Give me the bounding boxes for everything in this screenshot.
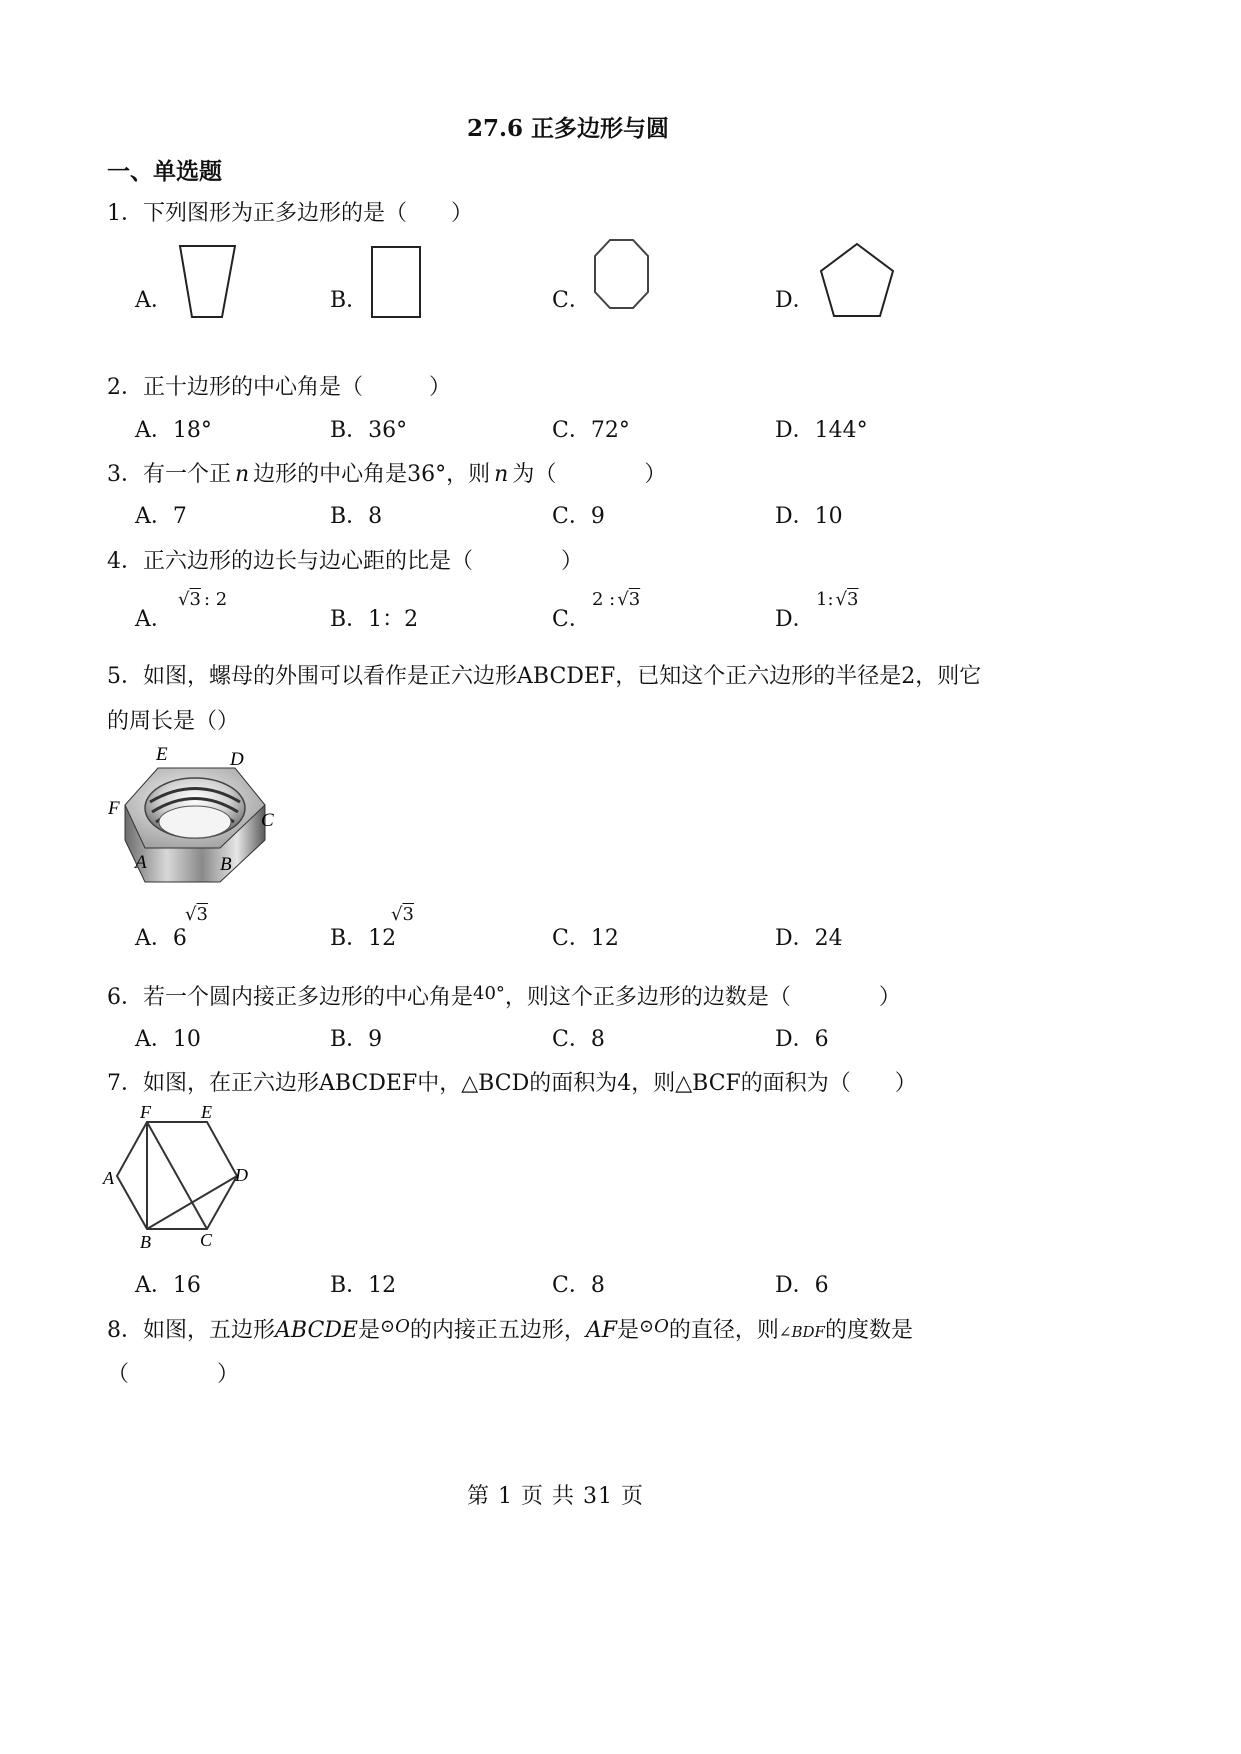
label-e: E <box>201 1102 212 1122</box>
pentagon-shape <box>818 240 898 322</box>
q6-stem-part1: 6．若一个圆内接正多边形的中心角是 <box>107 985 473 1010</box>
q6-option-a: A．10 <box>135 1027 201 1052</box>
sqrt-icon: √ <box>835 589 848 610</box>
q8-part6: 的度数是 <box>824 1318 913 1343</box>
label-e: E <box>156 744 168 765</box>
q3-stem <box>107 457 666 488</box>
hex-nut-figure <box>100 740 290 890</box>
sqrt-icon: √ <box>178 589 190 610</box>
q4-option-a-expr <box>178 589 227 610</box>
q3-option-a: A．7 <box>135 504 187 529</box>
label-b: B <box>140 1232 151 1252</box>
q7-option-b: B．12 <box>330 1273 397 1298</box>
q7-option-a: A．16 <box>135 1273 201 1298</box>
q7-option-d: D．6 <box>775 1273 829 1298</box>
label-a: A <box>135 852 147 873</box>
q1-stem: 1．下列图形为正多边形的是（ ） <box>107 201 473 226</box>
q8-answer-blank: （ ） <box>107 1362 240 1387</box>
q8-stem <box>107 1313 913 1344</box>
q1-option-c: C． <box>552 288 591 313</box>
q7-option-c: C．8 <box>552 1273 605 1298</box>
label-b: B <box>220 854 232 875</box>
q5-stem-line1: 5．如图，螺母的外围可以看作是正六边形ABCDEF，已知这个正六边形的半径是2，则它 <box>107 664 982 689</box>
q8-part3: 的内接正五边形， <box>409 1318 586 1343</box>
q4-option-c-expr <box>592 589 640 610</box>
q8-part2: 是 <box>358 1318 381 1343</box>
page-title: 27.6 正多边形与圆 <box>467 115 670 142</box>
q2-option-a: A．18° <box>135 418 212 443</box>
q4-d-radicand: 3 <box>847 589 859 610</box>
q2-option-c: C．72° <box>552 418 630 443</box>
q4-option-d-expr <box>816 589 858 610</box>
label-c: C <box>200 1230 213 1250</box>
q8-var-af: AF <box>585 1318 618 1343</box>
q5-option-c: C．12 <box>552 926 619 951</box>
q6-option-b: B．9 <box>330 1027 383 1052</box>
q8-angle-bdf: ∠BDF <box>778 1323 825 1341</box>
q5-option-a: A．6 <box>135 926 187 951</box>
section-heading: 一、单选题 <box>107 158 222 185</box>
q1-option-b: B． <box>330 288 369 313</box>
q3-option-b: B．8 <box>330 504 383 529</box>
q3-variable-n-2: n <box>494 462 509 487</box>
label-f: F <box>108 798 120 819</box>
q5-option-b-rad <box>391 904 414 925</box>
q4-option-b: B．1：2 <box>330 607 419 632</box>
q3-option-c: C．9 <box>552 504 605 529</box>
q1-option-d: D． <box>775 288 815 313</box>
label-d: D <box>235 1165 248 1185</box>
segment-fc <box>147 1122 207 1229</box>
q6-option-c: C．8 <box>552 1027 605 1052</box>
octagon-shape <box>590 236 654 312</box>
sqrt-icon: √ <box>391 904 403 925</box>
q4-option-d: D． <box>775 607 815 632</box>
q4-stem: 4．正六边形的边长与边心距的比是（ ） <box>107 549 583 574</box>
q8-part1: 8．如图，五边形 <box>107 1318 275 1343</box>
q8-circle-o-2: ⊙O <box>639 1316 669 1337</box>
q6-stem <box>107 980 901 1011</box>
q6-angle: 40° <box>473 983 505 1004</box>
q4-d-ratio: 1: <box>816 589 834 610</box>
sqrt-icon: √ <box>185 904 197 925</box>
trapezoid-shape <box>175 240 245 322</box>
q1-option-a: A． <box>135 288 173 313</box>
label-a: A <box>103 1168 114 1188</box>
q4-c-ratio: 2 : <box>592 589 616 610</box>
q4-option-c: C． <box>552 607 591 632</box>
q2-stem: 2．正十边形的中心角是（ ） <box>107 375 451 400</box>
q3-option-d: D．10 <box>775 504 843 529</box>
rectangle-shape <box>368 243 424 321</box>
q5-option-b: B．12 <box>330 926 397 951</box>
q3-stem-part3: 为（ ） <box>512 462 667 487</box>
label-d: D <box>230 749 244 770</box>
q6-stem-part2: ，则这个正多边形的边数是（ ） <box>504 985 901 1010</box>
q3-variable-n: n <box>235 462 250 487</box>
sqrt-icon: √ <box>617 589 629 610</box>
q8-part5: 的直径，则 <box>668 1318 779 1343</box>
q4-option-a: A． <box>135 607 173 632</box>
q8-var-abcde: ABCDE <box>275 1318 358 1343</box>
label-c: C <box>261 810 274 831</box>
q4-a-ratio: : 2 <box>203 589 228 610</box>
q8-circle-o: ⊙O <box>380 1316 410 1337</box>
q2-option-d: D．144° <box>775 418 868 443</box>
page-footer: 第 1 页 共 31 页 <box>467 1484 644 1509</box>
q5-b-radicand: 3 <box>402 904 414 925</box>
q5-a-radicand: 3 <box>196 904 208 925</box>
q7-stem: 7．如图，在正六边形ABCDEF中，△BCD的面积为4，则△BCF的面积为（ ） <box>107 1071 917 1096</box>
q4-a-radicand: 3 <box>189 589 201 610</box>
q5-option-d: D．24 <box>775 926 843 951</box>
q4-c-radicand: 3 <box>628 589 641 610</box>
q3-stem-part1: 3．有一个正 <box>107 462 231 487</box>
q8-part4: 是 <box>617 1318 640 1343</box>
q5-stem-line2: 的周长是（） <box>107 709 240 734</box>
q5-option-a-rad <box>185 904 208 925</box>
q6-option-d: D．6 <box>775 1027 829 1052</box>
hexagon-figure <box>100 1102 260 1252</box>
segment-bd <box>147 1176 237 1229</box>
q2-option-b: B．36° <box>330 418 408 443</box>
label-f: F <box>140 1102 151 1122</box>
q3-stem-part2: 边形的中心角是36°，则 <box>253 462 491 487</box>
